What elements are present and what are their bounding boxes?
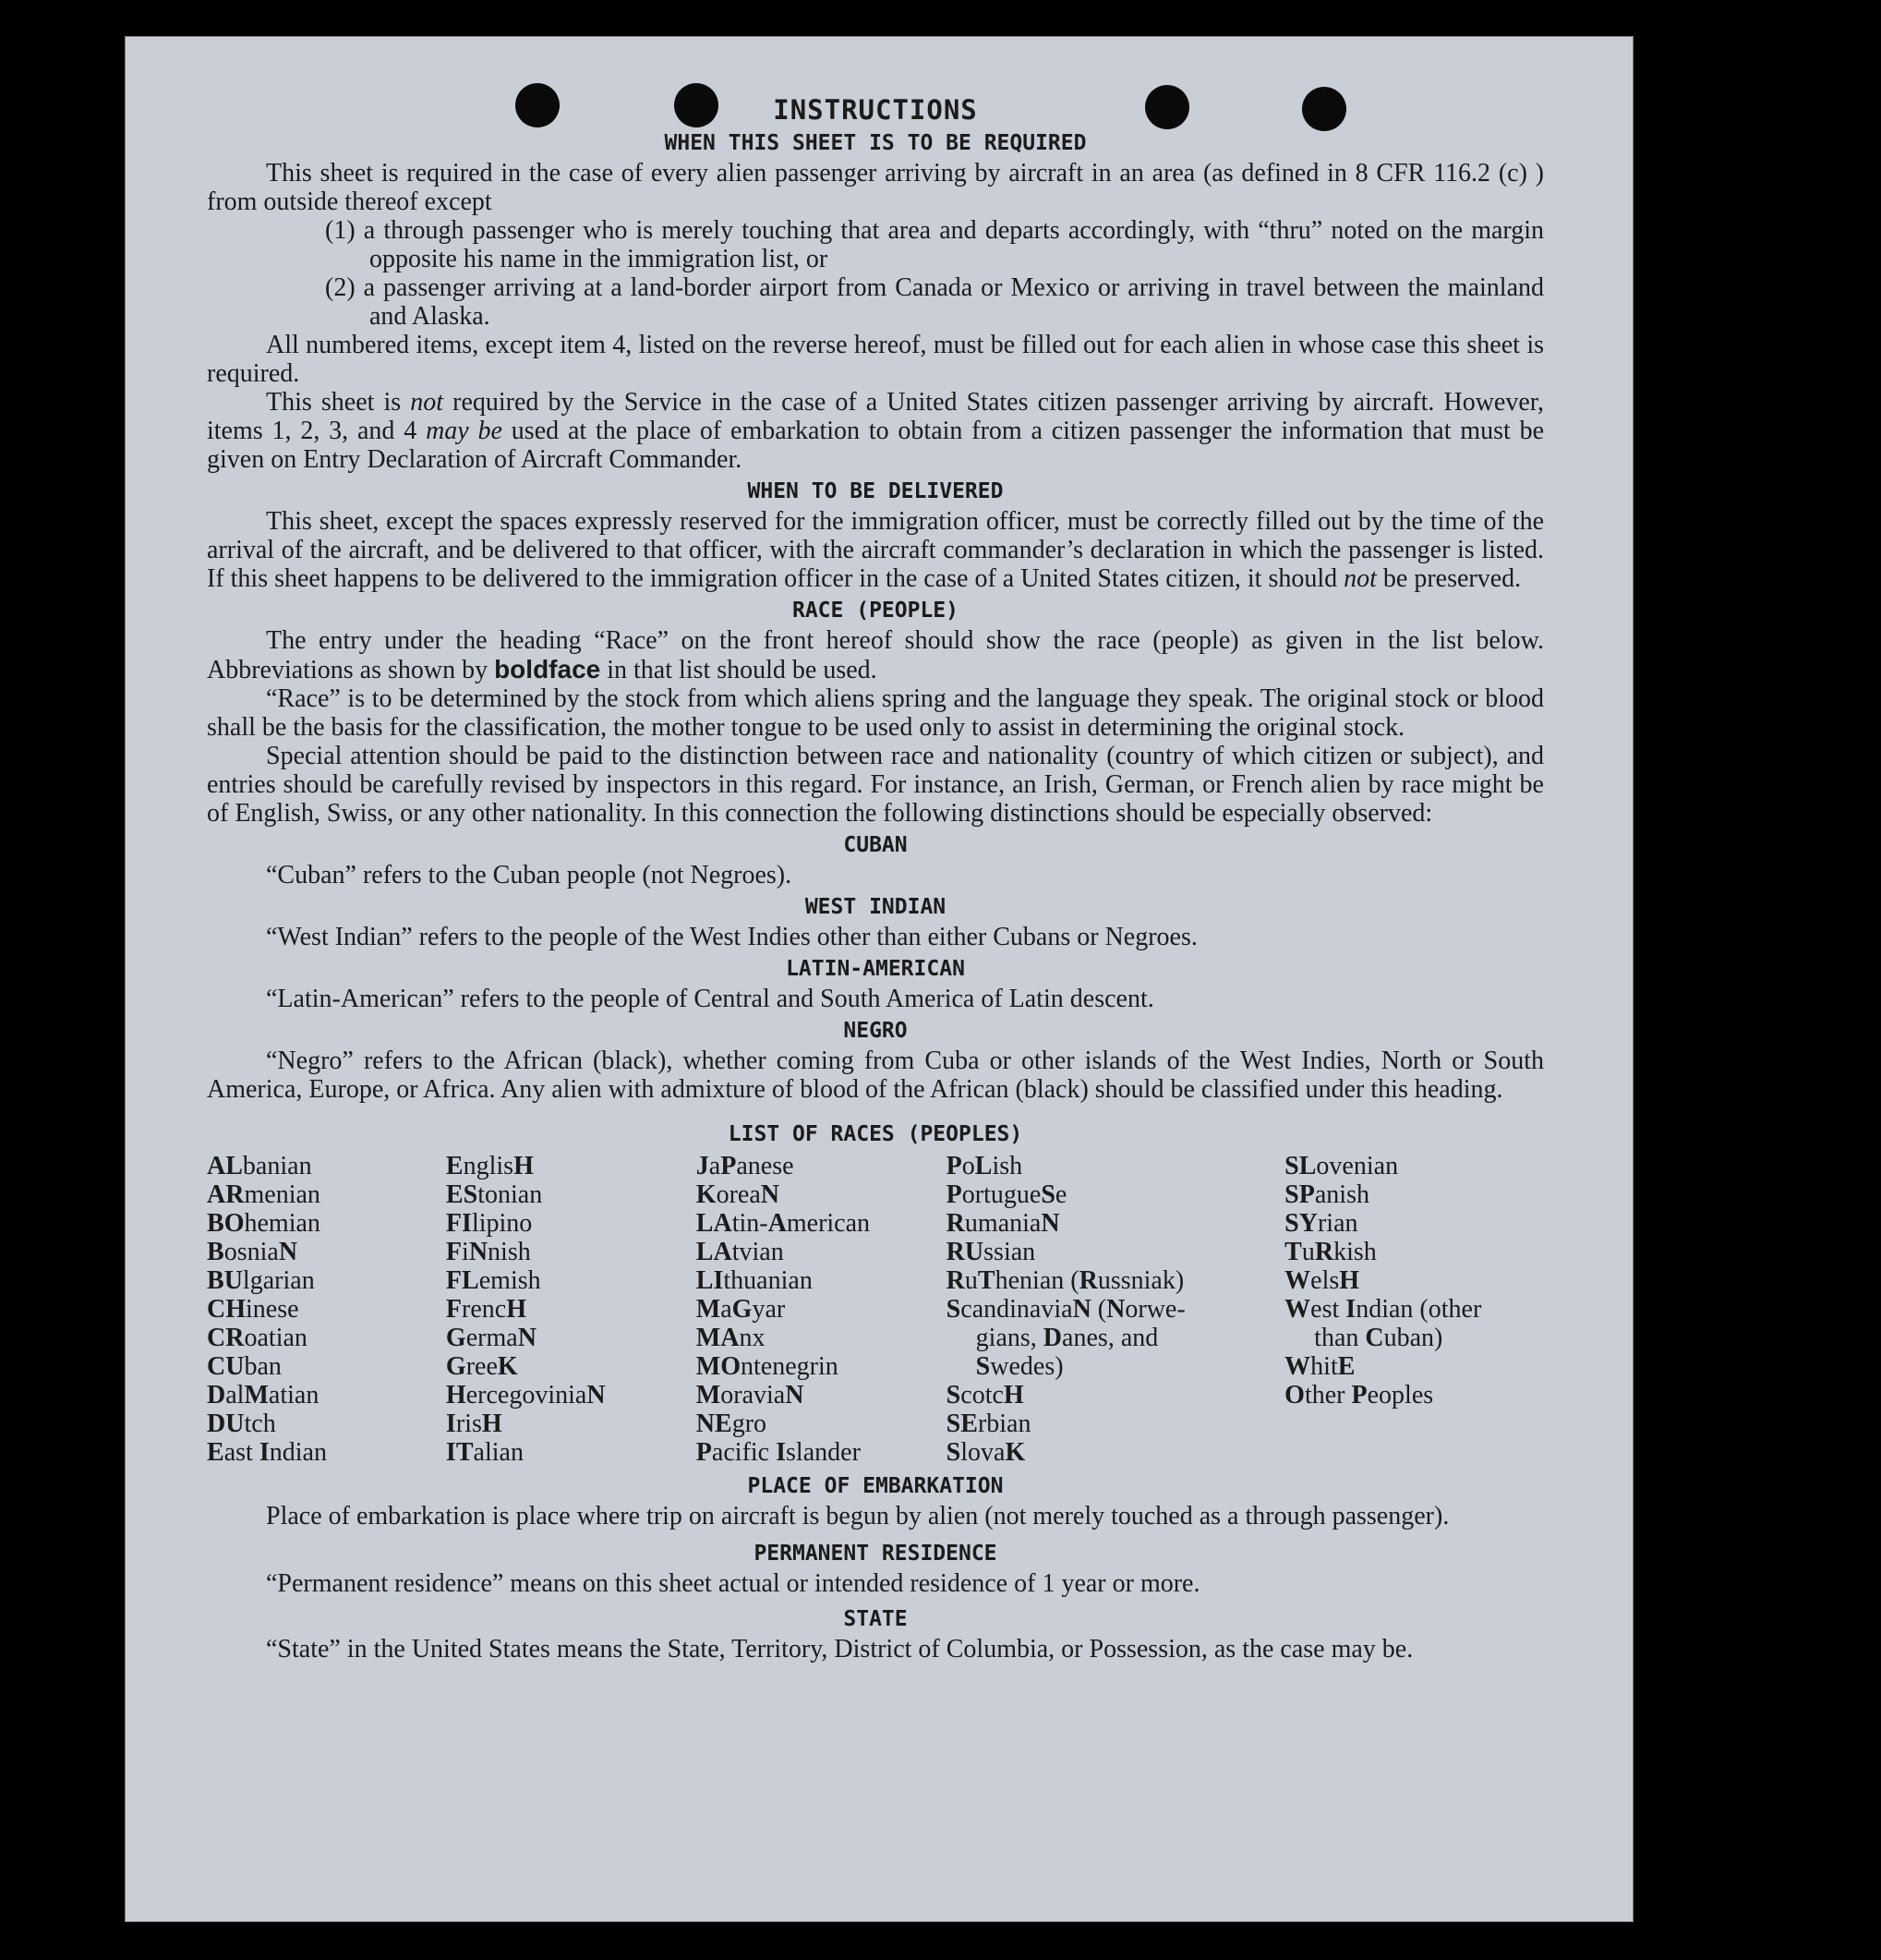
race-entry: BUlgarian bbox=[207, 1266, 315, 1295]
heading-cuban: CUBAN bbox=[843, 833, 908, 857]
race-entry: RumaniaN bbox=[946, 1209, 1060, 1238]
race-entry: BOhemian bbox=[207, 1209, 320, 1238]
paragraph: Special attention should be paid to the distinction between race and nationality (country of which citizen or subject), and entries should be carefully revised by inspectors in this regard. For instance, an Irish, German, or French alien by race might be of English, Swiss, or any other nationality. In this connection the following distinctions should be especially observed: bbox=[207, 742, 1544, 828]
paragraph: All numbered items, except item 4, listed on the reverse hereof, must be filled out for each alien in whose case this sheet is required. bbox=[207, 331, 1544, 388]
definition-text: Place of embarkation is place where trip on aircraft is begun by alien (not merely touched as a through passenger). bbox=[266, 1502, 1450, 1530]
race-entry: IrisH bbox=[445, 1410, 502, 1438]
paragraph: The entry under the heading “Race” on the front hereof should show the race (people) as given in the list below. Abbreviations as shown by boldface in that list should be used. bbox=[207, 626, 1544, 684]
definition-text: “State” in the United States means the State, Territory, District of Columbia, or Possession, as the case may be. bbox=[266, 1635, 1414, 1664]
exception-item: (2) a passenger arriving at a land-border airport from Canada or Mexico or arriving in travel between the mainland and Alaska. bbox=[325, 273, 1544, 331]
heading-negro: NEGRO bbox=[843, 1019, 908, 1043]
definition-text: “Permanent residence” means on this sheet actual or intended residence of 1 year or more. bbox=[266, 1569, 1200, 1598]
race-entry: FLemish bbox=[445, 1266, 541, 1295]
heading-when-required: WHEN THIS SHEET IS TO BE REQUIRED bbox=[664, 131, 1087, 155]
race-entry: HercegoviniaN bbox=[445, 1381, 606, 1410]
race-entry: MAnx bbox=[695, 1324, 766, 1352]
race-entry: CUban bbox=[207, 1352, 282, 1381]
race-entry: GermaN bbox=[445, 1324, 537, 1352]
heading-race: RACE (PEOPLE) bbox=[791, 599, 959, 623]
race-column bbox=[1284, 1152, 1544, 1467]
heading-embarkation: PLACE OF EMBARKATION bbox=[747, 1474, 1004, 1498]
race-entry: WhitE bbox=[1284, 1352, 1356, 1381]
heading-latin-american: LATIN-AMERICAN bbox=[786, 957, 965, 981]
race-entry: FiNnish bbox=[445, 1238, 531, 1266]
race-entry: FrencH bbox=[445, 1295, 527, 1324]
race-entry: DalMatian bbox=[207, 1381, 320, 1410]
race-entry: TuRkish bbox=[1284, 1238, 1377, 1266]
heading-list-of-races: LIST OF RACES (PEOPLES) bbox=[728, 1122, 1023, 1146]
race-entry: East Indian bbox=[207, 1438, 327, 1467]
race-entry: SErbian bbox=[946, 1410, 1031, 1438]
heading-west-indian: WEST INDIAN bbox=[804, 895, 947, 919]
race-entry: MaGyar bbox=[695, 1295, 786, 1324]
race-column bbox=[207, 1152, 446, 1467]
race-entry: GreeK bbox=[445, 1352, 518, 1381]
race-entry: ScandinaviaN (Norwe- bbox=[946, 1295, 1186, 1324]
race-entry: ScotcH bbox=[946, 1381, 1024, 1410]
race-entry: PortugueSe bbox=[946, 1180, 1067, 1209]
race-entry: RuThenian (Russniak) bbox=[946, 1266, 1185, 1295]
race-column bbox=[947, 1152, 1284, 1467]
race-entry: SPanish bbox=[1284, 1180, 1369, 1209]
paragraph: This sheet is not required by the Service in the case of a United States citizen passenger arriving by aircraft. However, items 1, 2, 3, and 4 may be used at the place of embarkation to obtain from a citizen passenger the information that must be given on Entry Declaration of Aircraft Commander. bbox=[207, 388, 1545, 474]
race-entry: MOntenegrin bbox=[695, 1352, 838, 1381]
race-entry: Pacific Islander bbox=[695, 1438, 861, 1467]
race-entry: ARmenian bbox=[207, 1180, 320, 1209]
race-entry: WelsH bbox=[1284, 1266, 1360, 1295]
document-body bbox=[207, 94, 1544, 1664]
race-entry: MoraviaN bbox=[695, 1381, 804, 1410]
race-entry: Swedes) bbox=[975, 1352, 1064, 1381]
race-entry: ITalian bbox=[445, 1438, 524, 1467]
race-list bbox=[207, 1152, 1544, 1467]
paragraph: This sheet is required in the case of every alien passenger arriving by aircraft in an area (as defined in 8 CFR 116.2 (c) ) from outside thereof except bbox=[207, 159, 1544, 216]
race-entry: PoLish bbox=[946, 1152, 1023, 1180]
definition-text: “Latin-American” refers to the people of Central and South America of Latin descent. bbox=[266, 985, 1154, 1013]
race-entry: West Indian (other bbox=[1284, 1295, 1482, 1324]
race-entry: RUssian bbox=[946, 1238, 1036, 1266]
race-entry: DUtch bbox=[207, 1410, 276, 1438]
race-entry: FIlipino bbox=[445, 1209, 533, 1238]
race-entry: NEgro bbox=[695, 1410, 767, 1438]
heading-when-delivered: WHEN TO BE DELIVERED bbox=[747, 479, 1004, 503]
exception-item: (1) a through passenger who is merely touching that area and departs accordingly, with “thru” noted on the margin opposite his name in the immigration list, or bbox=[325, 216, 1544, 273]
race-entry: LIthuanian bbox=[695, 1266, 813, 1295]
race-entry: SlovaK bbox=[946, 1438, 1026, 1467]
race-entry: KoreaN bbox=[695, 1180, 780, 1209]
race-entry: ALbanian bbox=[207, 1152, 312, 1180]
definition-text: “Cuban” refers to the Cuban people (not Negroes). bbox=[266, 861, 792, 889]
race-entry: CRoatian bbox=[207, 1324, 307, 1352]
instruction-sheet bbox=[126, 37, 1633, 1921]
race-entry: than Cuban) bbox=[1314, 1324, 1443, 1352]
race-entry: SLovenian bbox=[1284, 1152, 1399, 1180]
definition-text: “West Indian” refers to the people of the West Indies other than either Cubans or Negroes. bbox=[266, 923, 1198, 951]
paragraph: This sheet, except the spaces expressly reserved for the immigration officer, must be correctly filled out by the time of the arrival of the aircraft, and be delivered to that officer, with the aircraft commander’s declaration in which the passenger is listed. If this sheet happens to be delivered to the immigration officer in the case of a United States citizen, it should not be preserved. bbox=[207, 507, 1544, 593]
race-entry: EnglisH bbox=[445, 1152, 534, 1180]
race-entry: LAtvian bbox=[695, 1238, 784, 1266]
definition-text: “Negro” refers to the African (black), whether coming from Cuba or other islands of the West Indies, North or South America, Europe, or Africa. Any alien with admixture of blood of the African (black) should be classified under this heading. bbox=[207, 1047, 1544, 1104]
race-entry: JaPanese bbox=[695, 1152, 794, 1180]
race-column bbox=[446, 1152, 696, 1467]
race-entry: BosniaN bbox=[207, 1238, 298, 1266]
race-entry: CHinese bbox=[207, 1295, 299, 1324]
paragraph: “Race” is to be determined by the stock from which aliens spring and the language they speak. The original stock or blood shall be the basis for the classification, the mother tongue to be used only to assist in determining the original stock. bbox=[207, 684, 1544, 742]
race-entry: gians, Danes, and bbox=[975, 1324, 1159, 1352]
heading-permanent-residence: PERMANENT RESIDENCE bbox=[754, 1542, 997, 1566]
race-column bbox=[696, 1152, 947, 1467]
heading-state: STATE bbox=[843, 1607, 908, 1631]
race-entry: LAtin-American bbox=[695, 1209, 871, 1238]
page-title: INSTRUCTIONS bbox=[773, 94, 978, 126]
race-entry: SYrian bbox=[1284, 1209, 1358, 1238]
race-entry: EStonian bbox=[445, 1180, 543, 1209]
race-entry: Other Peoples bbox=[1284, 1381, 1434, 1410]
